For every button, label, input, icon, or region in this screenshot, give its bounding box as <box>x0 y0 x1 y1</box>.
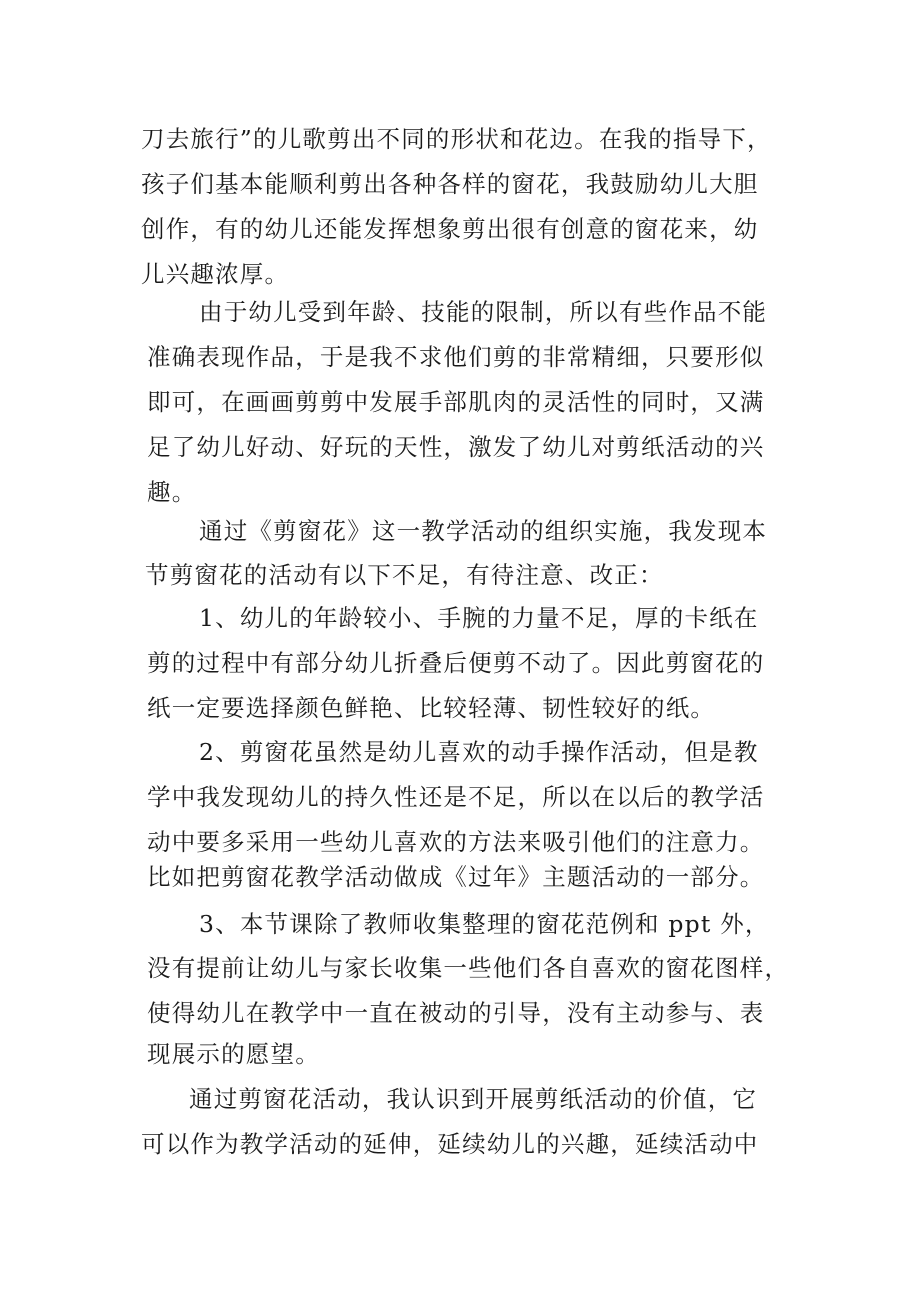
text-line: 刀去旅行”的儿歌剪出不同的形状和花边。在我的指导下， <box>141 125 772 153</box>
text-line: 比如把剪窗花教学活动做成《过年》主题活动的一部分。 <box>147 863 765 891</box>
text-line: 由于幼儿受到年龄、技能的限制，所以有些作品不能 <box>199 298 768 326</box>
text-line: 3、本节课除了教师收集整理的窗花范例和 ppt 外， <box>199 910 770 938</box>
text-line: 1、幼儿的年龄较小、手腕的力量不足，厚的卡纸在 <box>199 604 759 632</box>
text-line: 学中我发现幼儿的持久性还是不足，所以在以后的教学活 <box>147 783 765 811</box>
text-line: 可以作为教学活动的延伸，延续幼儿的兴趣，延续活动中 <box>141 1130 759 1158</box>
text-line: 儿兴趣浓厚。 <box>141 260 290 288</box>
text-line: 2、剪窗花虽然是幼儿喜欢的动手操作活动，但是教 <box>199 738 759 766</box>
text-line: 使得幼儿在教学中一直在被动的引导，没有主动参与、表 <box>147 999 765 1027</box>
text-line: 动中要多采用一些幼儿喜欢的方法来吸引他们的注意力。 <box>147 828 765 856</box>
text-line: 创作，有的幼儿还能发挥想象剪出很有创意的窗花来，幼 <box>141 215 759 243</box>
text-line: 没有提前让幼儿与家长收集一些他们各自喜欢的窗花图样， <box>147 954 790 982</box>
text-line: 足了幼儿好动、好玩的天性，激发了幼儿对剪纸活动的兴 <box>147 433 765 461</box>
text-line: 趣。 <box>147 478 197 506</box>
text-line: 通过《剪窗花》这一教学活动的组织实施，我发现本 <box>199 517 768 545</box>
text-line: 孩子们基本能顺利剪出各种各样的窗花，我鼓励幼儿大胆 <box>141 170 759 198</box>
text-line: 纸一定要选择颜色鲜艳、比较轻薄、韧性较好的纸。 <box>147 694 716 722</box>
text-line: 现展示的愿望。 <box>147 1040 320 1068</box>
text-line: 准确表现作品，于是我不求他们剪的非常精细，只要形似 <box>147 343 765 371</box>
text-line: 即可，在画画剪剪中发展手部肌肉的灵活性的同时，又满 <box>147 388 765 416</box>
text-line: 剪的过程中有部分幼儿折叠后便剪不动了。因此剪窗花的 <box>147 649 765 677</box>
text-line: 通过剪窗花活动，我认识到开展剪纸活动的价值，它 <box>189 1085 758 1113</box>
text-line: 节剪窗花的活动有以下不足，有待注意、改正： <box>145 561 664 589</box>
